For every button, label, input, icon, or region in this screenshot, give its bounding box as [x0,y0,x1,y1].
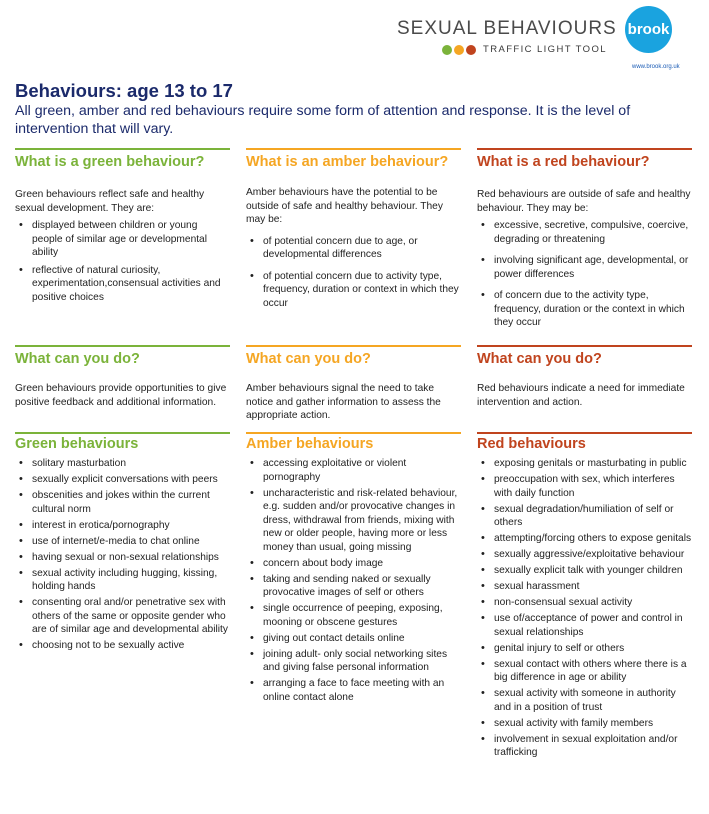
red-behaviours-section [477,432,692,760]
list-item: • interest in erotica/pornography [15,519,230,533]
list-item: • of potential concern due to activity type, frequency, duration or context in which they occur [246,270,461,311]
red-rule [477,148,692,150]
amber-what-text: Amber behaviours have the potential to be outside of safe and healthy behaviour. They may be: [246,187,443,225]
list-item: • sexual harassment [477,580,692,594]
red-what-heading: What is a red behaviour? [477,154,650,170]
list-item: • sexual activity including hugging, kissing, holding hands [15,567,230,594]
intro-text: All green, amber and red behaviours require some form of attention and response. It is the level of intervention that will vary. [15,103,631,137]
red-do-text: Red behaviours indicate a need for immediate intervention and action. [477,383,685,408]
amber-rule [246,432,461,434]
list-item: • arranging a face to face meeting with an online contact alone [246,677,461,704]
list-item: • involvement in sexual exploitation and/or trafficking [477,733,692,760]
list-item: • sexual activity with someone in authority and in a position of trust [477,687,692,714]
amber-do-heading: What can you do? [246,351,371,367]
green-rule [15,148,230,150]
amber-what-list [246,235,461,311]
list-item: • exposing genitals or masturbating in public [477,457,692,471]
list-item: • consenting oral and/or penetrative sex with others of the same or opposite gender who are of similar age and developmental ability [15,596,230,637]
green-dot-icon [442,45,452,55]
list-item: • giving out contact details online [246,632,461,646]
list-item: • of concern due to the activity type, frequency, duration or the context in which they occur [477,289,692,330]
red-do-heading: What can you do? [477,351,602,367]
tool-title: SEXUAL BEHAVIOURS [397,18,617,39]
list-item: • sexual degradation/humiliation of self or others [477,503,692,530]
list-item: • uncharacteristic and risk-related behaviour, e.g. sudden and/or provocative changes in dress, withdrawal from friends, mixing with new or older people, having more or less money than usual, going missing [246,487,461,555]
list-item: • sexually explicit talk with younger children [477,564,692,578]
red-list-heading: Red behaviours [477,436,586,452]
logo-text: brook [627,21,670,38]
list-item: • genital injury to self or others [477,642,692,656]
list-item: • accessing exploitative or violent pornography [246,457,461,484]
red-do-section [477,345,692,409]
list-item: • excessive, secretive, compulsive, coercive, degrading or threatening [477,219,692,246]
page-title: Behaviours: age 13 to 17 [15,80,233,101]
brook-url-link[interactable]: www.brook.org.uk [632,64,680,70]
list-item: • obscenities and jokes within the current cultural norm [15,489,230,516]
green-do-heading: What can you do? [15,351,140,367]
list-item: • joining adult- only social networking sites and giving false personal information [246,648,461,675]
green-do-text: Green behaviours provide opportunities to give positive feedback and additional information. [15,383,227,408]
list-item: • taking and sending naked or sexually provocative images of self or others [246,573,461,600]
list-item: • choosing not to be sexually active [15,639,230,653]
green-what-list [15,219,230,304]
red-what-text: Red behaviours are outside of safe and healthy behaviour. They may be: [477,189,691,214]
list-item: • of potential concern due to age, or developmental differences [246,235,461,262]
green-rule [15,432,230,434]
green-rule [15,345,230,347]
list-item: • use of/acceptance of power and control in sexual relationships [477,612,692,639]
amber-do-section [246,345,461,423]
list-item: • solitary masturbation [15,457,230,471]
green-do-section [15,345,230,409]
green-list-heading: Green behaviours [15,436,139,452]
green-behaviours-section [15,432,230,653]
amber-behaviours-list [246,457,461,704]
red-rule [477,345,692,347]
amber-list-heading: Amber behaviours [246,436,374,452]
list-item: • non-consensual sexual activity [477,596,692,610]
green-what-section [15,148,230,304]
list-item: • single occurrence of peeping, exposing, mooning or obscene gestures [246,602,461,629]
list-item: • use of internet/e-media to chat online [15,535,230,549]
list-item: • concern about body image [246,557,461,571]
green-what-heading: What is a green behaviour? [15,154,205,170]
red-dot-icon [466,45,476,55]
amber-behaviours-section [246,432,461,704]
list-item: • sexually explicit conversations with peers [15,473,230,487]
brook-logo [625,6,672,53]
amber-rule [246,148,461,150]
red-rule [477,432,692,434]
red-what-section [477,148,692,330]
tool-subtitle: TRAFFIC LIGHT TOOL [483,44,607,55]
red-what-list [477,219,692,330]
list-item: • involving significant age, developmental, or power differences [477,254,692,281]
amber-what-section [246,148,461,310]
amber-rule [246,345,461,347]
list-item: • having sexual or non-sexual relationships [15,551,230,565]
amber-do-text: Amber behaviours signal the need to take notice and gather information to assess the appropriate action. [246,383,441,421]
list-item: • reflective of natural curiosity, experimentation,consensual activities and positive choices [15,264,230,305]
red-behaviours-list [477,457,692,760]
amber-dot-icon [454,45,464,55]
list-item: • sexual contact with others where there is a big difference in age or ability [477,658,692,685]
header [0,0,709,80]
amber-what-heading: What is an amber behaviour? [246,154,449,170]
list-item: • sexually aggressive/exploitative behaviour [477,548,692,562]
tool-subtitle-row [442,44,607,55]
list-item: • preoccupation with sex, which interferes with daily function [477,473,692,500]
list-item: • sexual activity with family members [477,717,692,731]
list-item: • attempting/forcing others to expose genitals [477,532,692,546]
list-item: • displayed between children or young people of similar age or developmental ability [15,219,230,260]
green-what-text: Green behaviours reflect safe and healthy sexual development. They are: [15,189,205,214]
green-behaviours-list [15,457,230,653]
